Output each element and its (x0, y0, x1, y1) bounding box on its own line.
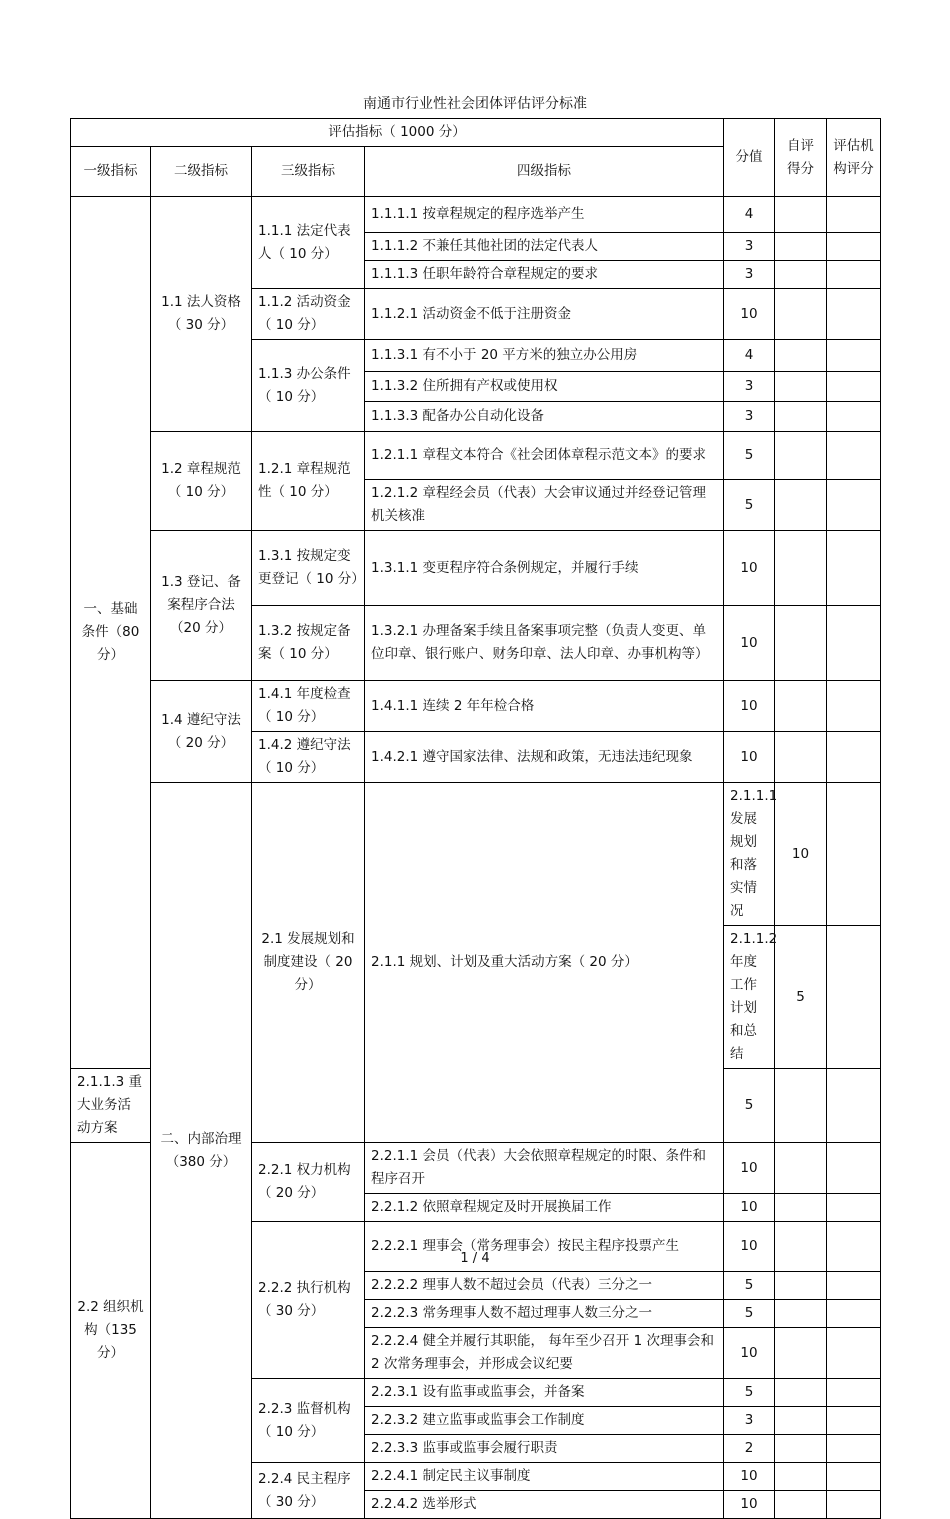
level1-cell: 一、基础条件（80 分） (71, 197, 151, 1069)
self-score-cell (775, 372, 827, 402)
level3-cell: 2.2.1 权力机构（ 20 分） (252, 1143, 365, 1222)
score-cell: 3 (724, 402, 775, 432)
agency-score-cell (827, 531, 881, 606)
header-score: 分值 (724, 119, 775, 197)
score-cell: 10 (724, 1328, 775, 1379)
level3-cell: 1.1.1 法定代表人（ 10 分） (252, 197, 365, 289)
self-score-cell (775, 402, 827, 432)
level3-cell: 2.2.2 执行机构（ 30 分） (252, 1222, 365, 1379)
level4-cell: 2.2.3.1 设有监事或监事会，并备案 (365, 1379, 724, 1407)
score-cell: 3 (724, 372, 775, 402)
score-cell: 5 (724, 1300, 775, 1328)
self-score-cell (775, 1272, 827, 1300)
self-score-cell (827, 783, 881, 926)
header-self-score: 自评得分 (775, 119, 827, 197)
score-cell: 5 (775, 926, 827, 1069)
self-score-cell (775, 340, 827, 372)
score-cell: 2 (724, 1435, 775, 1463)
score-cell: 10 (724, 1143, 775, 1194)
level3-cell: 2.2.3 监督机构（ 10 分） (252, 1379, 365, 1463)
header-level2: 二级指标 (151, 147, 252, 197)
self-score-cell (775, 1069, 827, 1143)
score-cell: 4 (724, 197, 775, 233)
agency-score-cell (827, 606, 881, 681)
self-score-cell (775, 1463, 827, 1491)
score-cell: 10 (775, 783, 827, 926)
level2-cell: 2.1 发展规划和制度建设（ 20 分） (252, 783, 365, 1143)
agency-score-cell (827, 1194, 881, 1222)
level4-cell: 1.3.2.1 办理备案手续且备案事项完整（负责人变更、单位印章、银行账户、财务印章、法人印章、办事机构等） (365, 606, 724, 681)
level4-cell: 2.2.4.1 制定民主议事制度 (365, 1463, 724, 1491)
score-cell: 5 (724, 480, 775, 531)
self-score-cell (775, 1194, 827, 1222)
header-group: 评估指标（ 1000 分） (71, 119, 724, 147)
level4-cell: 2.2.2.2 理事人数不超过会员（代表）三分之一 (365, 1272, 724, 1300)
agency-score-cell (827, 233, 881, 261)
page-number: 1 / 4 (460, 1251, 490, 1266)
table-row (71, 197, 881, 233)
agency-score-cell (827, 402, 881, 432)
score-cell: 10 (724, 531, 775, 606)
self-score-cell (775, 1328, 827, 1379)
level4-cell: 2.2.1.2 依照章程规定及时开展换届工作 (365, 1194, 724, 1222)
agency-score-cell (827, 1379, 881, 1407)
level4-cell: 1.1.1.1 按章程规定的程序选举产生 (365, 197, 724, 233)
level4-cell: 1.1.3.2 住所拥有产权或使用权 (365, 372, 724, 402)
score-cell: 5 (724, 432, 775, 480)
level4-cell: 2.2.3.2 建立监事或监事会工作制度 (365, 1407, 724, 1435)
level4-cell: 2.1.1.1 发展规划和落实情况 (724, 783, 775, 926)
agency-score-cell (827, 289, 881, 340)
table-row (71, 432, 881, 480)
self-score-cell (775, 432, 827, 480)
self-score-cell (775, 1300, 827, 1328)
self-score-cell (775, 1379, 827, 1407)
score-cell: 10 (724, 732, 775, 783)
score-cell: 10 (724, 1194, 775, 1222)
level4-cell: 2.2.2.1 理事会（常务理事会）按民主程序投票产生 (365, 1222, 724, 1272)
score-cell: 10 (724, 289, 775, 340)
header-agency-score: 评估机构评分 (827, 119, 881, 197)
table-row (71, 531, 881, 606)
score-cell: 3 (724, 261, 775, 289)
self-score-cell (775, 531, 827, 606)
score-cell: 3 (724, 233, 775, 261)
level3-cell: 1.4.1 年度检查（ 10 分） (252, 681, 365, 732)
level4-cell: 2.2.1.1 会员（代表）大会依照章程规定的时限、条件和程序召开 (365, 1143, 724, 1194)
score-cell: 10 (724, 681, 775, 732)
score-cell: 4 (724, 340, 775, 372)
level4-cell: 1.1.2.1 活动资金不低于注册资金 (365, 289, 724, 340)
level3-cell: 2.1.1 规划、计划及重大活动方案（ 20 分） (365, 783, 724, 1143)
level4-cell: 2.2.2.4 健全并履行其职能， 每年至少召开 1 次理事会和 2 次常务理事会，并形成会议纪要 (365, 1328, 724, 1379)
level4-cell: 1.1.3.3 配备办公自动化设备 (365, 402, 724, 432)
agency-score-cell (827, 1143, 881, 1194)
agency-score-cell (827, 340, 881, 372)
level4-cell: 1.4.2.1 遵守国家法律、法规和政策，无违法违纪现象 (365, 732, 724, 783)
level4-cell: 1.3.1.1 变更程序符合条例规定，并履行手续 (365, 531, 724, 606)
level3-cell: 1.3.2 按规定备案（ 10 分） (252, 606, 365, 681)
score-cell: 5 (724, 1272, 775, 1300)
self-score-cell (827, 926, 881, 1069)
score-cell: 5 (724, 1379, 775, 1407)
level4-cell: 1.4.1.1 连续 2 年年检合格 (365, 681, 724, 732)
evaluation-table (70, 118, 881, 1519)
agency-score-cell (827, 432, 881, 480)
level4-cell: 2.1.1.2 年度工作计划和总结 (724, 926, 775, 1069)
level2-cell: 1.2 章程规范（ 10 分） (151, 432, 252, 531)
agency-score-cell (827, 480, 881, 531)
header-level1: 一级指标 (71, 147, 151, 197)
agency-score-cell (827, 1328, 881, 1379)
agency-score-cell (827, 1407, 881, 1435)
table-row (71, 681, 881, 732)
agency-score-cell (827, 1300, 881, 1328)
level4-cell: 1.2.1.2 章程经会员（代表）大会审议通过并经登记管理机关核准 (365, 480, 724, 531)
level3-cell: 1.1.2 活动资金（ 10 分） (252, 289, 365, 340)
agency-score-cell (827, 1069, 881, 1143)
level3-cell: 1.4.2 遵纪守法（ 10 分） (252, 732, 365, 783)
agency-score-cell (827, 1491, 881, 1519)
level4-cell: 1.2.1.1 章程文本符合《社会团体章程示范文本》的要求 (365, 432, 724, 480)
agency-score-cell (827, 372, 881, 402)
self-score-cell (775, 480, 827, 531)
agency-score-cell (827, 681, 881, 732)
header-level3: 三级指标 (252, 147, 365, 197)
agency-score-cell (827, 261, 881, 289)
level4-cell: 2.1.1.3 重大业务活动方案 (71, 1069, 151, 1143)
score-cell: 10 (724, 1491, 775, 1519)
header-level4: 四级指标 (365, 147, 724, 197)
level4-cell: 1.1.1.2 不兼任其他社团的法定代表人 (365, 233, 724, 261)
self-score-cell (775, 1435, 827, 1463)
score-cell: 10 (724, 606, 775, 681)
level4-cell: 1.1.3.1 有不小于 20 平方米的独立办公用房 (365, 340, 724, 372)
self-score-cell (775, 606, 827, 681)
level2-cell: 1.1 法人资格（ 30 分） (151, 197, 252, 432)
level4-cell: 2.2.2.3 常务理事人数不超过理事人数三分之一 (365, 1300, 724, 1328)
level1-cell: 二、内部治理（380 分） (151, 783, 252, 1519)
score-cell: 10 (724, 1463, 775, 1491)
self-score-cell (775, 261, 827, 289)
level4-cell: 1.1.1.3 任职年龄符合章程规定的要求 (365, 261, 724, 289)
level2-cell: 2.2 组织机构（135 分） (71, 1143, 151, 1519)
score-cell: 10 (724, 1222, 775, 1272)
self-score-cell (775, 1407, 827, 1435)
agency-score-cell (827, 1463, 881, 1491)
level4-cell: 2.2.4.2 选举形式 (365, 1491, 724, 1519)
level3-cell: 1.2.1 章程规范性（ 10 分） (252, 432, 365, 531)
agency-score-cell (827, 1435, 881, 1463)
self-score-cell (775, 1491, 827, 1519)
self-score-cell (775, 289, 827, 340)
agency-score-cell (827, 1272, 881, 1300)
score-cell: 3 (724, 1407, 775, 1435)
self-score-cell (775, 197, 827, 233)
table-body (71, 197, 881, 1519)
level3-cell: 1.3.1 按规定变更登记（ 10 分） (252, 531, 365, 606)
document-title: 南通市行业性社会团体评估评分标准 (363, 96, 587, 112)
level2-cell: 1.3 登记、备案程序合法（20 分） (151, 531, 252, 681)
self-score-cell (775, 681, 827, 732)
level4-cell: 2.2.3.3 监事或监事会履行职责 (365, 1435, 724, 1463)
self-score-cell (775, 732, 827, 783)
agency-score-cell (827, 732, 881, 783)
level3-cell: 2.2.4 民主程序（ 30 分） (252, 1463, 365, 1519)
level3-cell: 1.1.3 办公条件（ 10 分） (252, 340, 365, 432)
agency-score-cell (827, 197, 881, 233)
table-row (71, 783, 881, 926)
self-score-cell (775, 233, 827, 261)
level2-cell: 1.4 遵纪守法（ 20 分） (151, 681, 252, 783)
self-score-cell (775, 1143, 827, 1194)
score-cell: 5 (724, 1069, 775, 1143)
